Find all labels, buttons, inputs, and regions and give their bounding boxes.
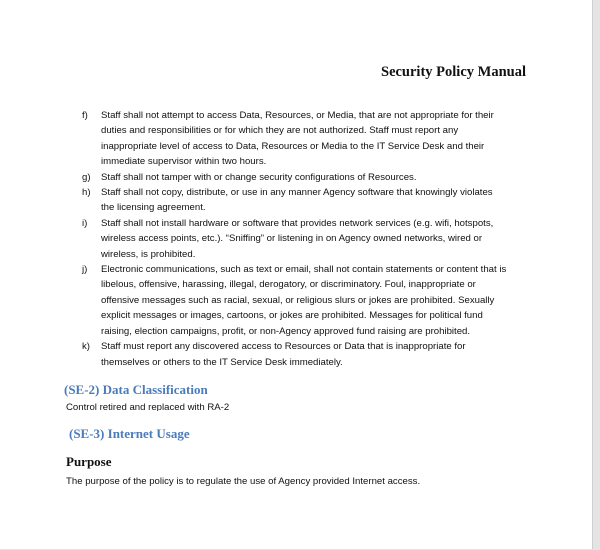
policy-item-h bbox=[0, 185, 592, 216]
text-line: Staff shall not copy, distribute, or use in any manner Agency software that knowingly violates bbox=[101, 187, 493, 199]
item-marker: i) bbox=[82, 217, 88, 229]
document-title: Security Policy Manual bbox=[381, 64, 526, 80]
item-text bbox=[101, 339, 542, 370]
text-line: Electronic communications, such as text or email, shall not contain statements or content that is bbox=[101, 264, 507, 276]
item-text bbox=[101, 185, 542, 216]
text-line: explicit messages or images, cartoons, or jokes are prohibited. Messages for political fund bbox=[101, 310, 483, 322]
purpose-heading: Purpose bbox=[66, 454, 112, 469]
text-line: inappropriate level of access to Data, Resources or Media to the IT Service Desk and their bbox=[101, 140, 485, 152]
text-line: wireless access points, etc.). “Sniffing” or listening in on Agency owned networks, wired or bbox=[101, 233, 483, 245]
purpose-text: The purpose of the policy is to regulate the use of Agency provided Internet access. bbox=[66, 476, 421, 487]
text-line: raising, election campaigns, profit, or non-Agency approved fund raising are prohibited. bbox=[101, 325, 471, 337]
text-line: themselves or others to the IT Service Desk immediately. bbox=[101, 356, 343, 368]
item-text bbox=[101, 108, 542, 170]
section-heading-internet-usage: (SE-3) Internet Usage bbox=[69, 426, 190, 441]
policy-list bbox=[0, 108, 592, 370]
item-marker: f) bbox=[82, 110, 88, 121]
item-marker: j) bbox=[82, 264, 88, 276]
text-line: Staff shall not tamper with or change security configurations of Resources. bbox=[101, 171, 417, 183]
policy-item-k bbox=[0, 339, 592, 370]
item-text bbox=[101, 216, 542, 262]
text-line: offensive messages such as racial, sexual, or religious slurs or jokes are prohibited. Sexually bbox=[101, 294, 495, 306]
text-line: duties and responsibilities or for which they are not authorized. Staff must report any bbox=[101, 125, 459, 137]
item-marker: k) bbox=[82, 341, 90, 353]
item-text bbox=[101, 170, 542, 185]
policy-item-g bbox=[0, 170, 592, 185]
text-line: the licensing agreement. bbox=[101, 202, 206, 214]
policy-item-f bbox=[0, 108, 592, 170]
section-note: Control retired and replaced with RA-2 bbox=[66, 402, 230, 411]
text-line: libelous, offensive, harassing, illegal, derogatory, or discriminatory. Foul, inappropriate or bbox=[101, 279, 476, 291]
item-text bbox=[101, 262, 542, 339]
text-line: wireless, is prohibited. bbox=[101, 248, 196, 260]
text-line: immediate supervisor within two hours. bbox=[101, 156, 267, 168]
item-marker: g) bbox=[82, 171, 91, 183]
text-line: Staff shall not attempt to access Data, Resources, or Media, that are not appropriate for their bbox=[101, 110, 494, 121]
section-heading-data-classification: (SE-2) Data Classification bbox=[64, 382, 208, 397]
text-line: Staff shall not install hardware or software that provides network services (e.g. wifi, hotspots, bbox=[101, 217, 494, 229]
policy-item-j bbox=[0, 262, 592, 339]
text-line: Staff must report any discovered access to Resources or Data that is inappropriate for bbox=[101, 341, 466, 353]
item-marker: h) bbox=[82, 187, 91, 199]
policy-item-i bbox=[0, 216, 592, 262]
